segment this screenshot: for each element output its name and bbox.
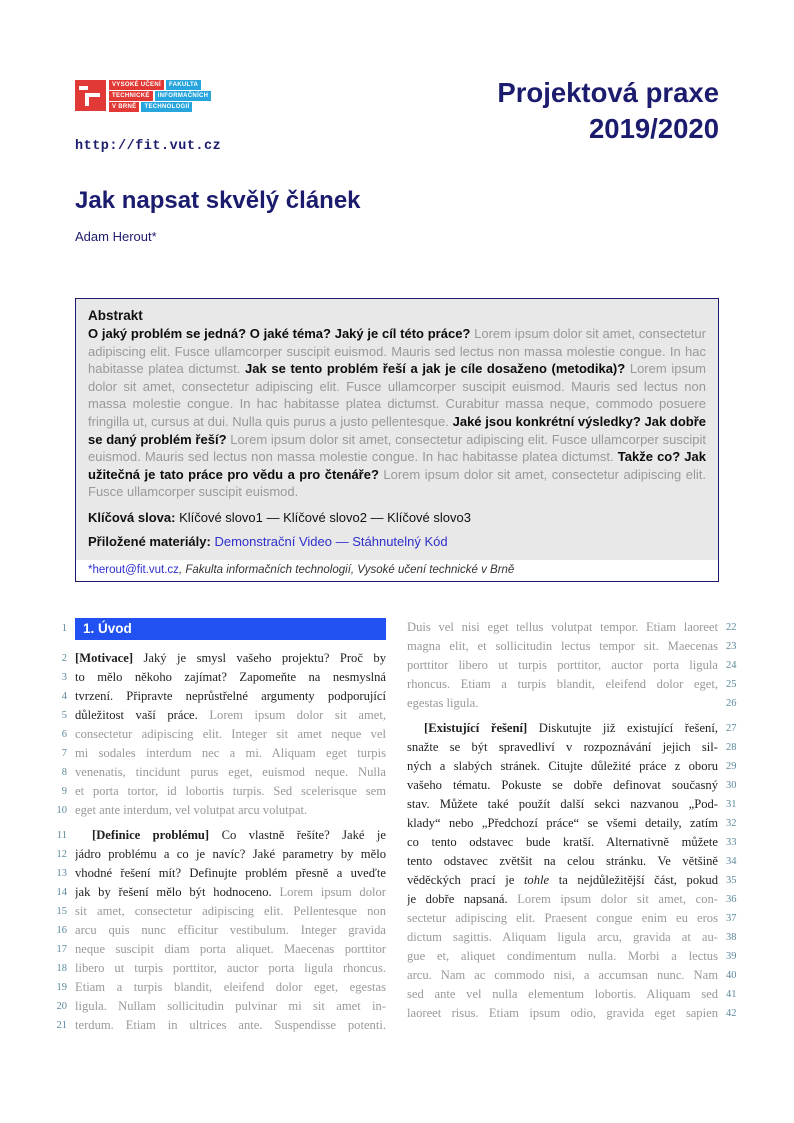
line-number: 10 <box>56 804 67 816</box>
body-text: klady“ nebo „Předchozí práce“ se všemi detaily, zatím <box>407 815 718 830</box>
body-line-row <box>407 890 740 909</box>
body-line <box>407 675 718 694</box>
body-line <box>407 738 718 757</box>
logo-text-chip: INFORMAČNÍCH <box>155 91 212 101</box>
placeholder-text: Duis vel nisi eget tellus volutpat tempor. Etiam laoreet <box>407 619 718 634</box>
body-line <box>75 725 386 744</box>
paragraph-label-text: [Definice problému] <box>92 827 210 842</box>
body-line <box>75 782 386 801</box>
body-line <box>407 795 718 814</box>
materials-label: Přiložené materiály: <box>88 533 211 549</box>
article-author: Adam Herout* <box>75 229 157 244</box>
body-line-row <box>54 997 387 1016</box>
placeholder-text: Etiam a turpis blandit, eleifend dolor eget, egestas <box>75 979 386 994</box>
body-line <box>407 909 718 928</box>
body-line <box>75 744 386 763</box>
logo-text-chip: FAKULTA <box>166 80 201 90</box>
line-number: 30 <box>726 779 737 791</box>
placeholder-text: dictum sagittis. Aliquam ligula arcu, gravida at au- <box>407 929 718 944</box>
body-line-row <box>54 649 387 668</box>
placeholder-text: sectetur adipiscing elit. Praesent congue enim eu eros <box>407 910 718 925</box>
body-line <box>407 719 718 738</box>
placeholder-text: egestas ligula. <box>407 695 479 710</box>
article-title: Jak napsat skvělý článek <box>75 187 361 214</box>
body-line-row <box>407 719 740 738</box>
logo-text-chip: TECHNICKÉ <box>109 91 153 101</box>
placeholder-text: arcu. Nam ac commodo nisi, a accumsan nunc. Nam <box>407 967 718 982</box>
line-number: 32 <box>726 817 737 829</box>
body-line <box>407 694 718 713</box>
body-line-row <box>54 687 387 706</box>
abstract-placeholder-text: Lorem ipsum dolor sit amet, consectetur adipiscing elit. Fusce ullamcorper suscipit euismod. Mauris sed lectus non massa molestie congue. In hac habitasse platea dictumst. <box>88 431 706 465</box>
body-text: Jaký je smysl vašeho projektu? Proč by <box>133 650 386 665</box>
body-line <box>75 883 386 902</box>
body-line <box>407 1004 718 1023</box>
body-text: tohle <box>523 872 550 887</box>
body-text: vhodné řešení mít? Definujte problém přesně a uveďte <box>75 865 386 880</box>
body-line-row <box>407 738 740 757</box>
body-line-row <box>54 782 387 801</box>
body-text: snažte se být spravedliví v rozpoznávání jejich sil- <box>407 739 718 754</box>
keywords-row <box>88 510 706 525</box>
body-text: co tento odstavec bude kratší. Alternativně můžete <box>407 834 718 849</box>
body-line-row <box>407 814 740 833</box>
body-line-row <box>407 637 740 656</box>
placeholder-text: venenatis, tincidunt purus eget, euismod neque. Nulla <box>75 764 386 779</box>
body-line <box>75 687 386 706</box>
materials-link-video[interactable]: Demonstrační Video <box>214 533 332 549</box>
line-number: 2 <box>61 652 67 664</box>
line-number: 21 <box>56 1019 67 1031</box>
placeholder-text: rhoncus. Etiam a turpis blandit, eleifend dolor eget, <box>407 676 718 691</box>
body-line <box>75 706 386 725</box>
course-title-line2: 2019/2020 <box>589 113 719 144</box>
line-number: 25 <box>726 678 737 690</box>
body-line-row <box>54 959 387 978</box>
placeholder-text: mi sodales interdum nec a mi. Aliquam eget turpis <box>75 745 386 760</box>
line-number: 6 <box>61 728 67 740</box>
body-line-row <box>407 966 740 985</box>
body-line <box>75 668 386 687</box>
body-line-row <box>54 902 387 921</box>
body-line <box>75 902 386 921</box>
line-number: 33 <box>726 836 737 848</box>
body-text: tvrzení. Připravte neprůstřelné argumenty podporující <box>75 688 386 703</box>
body-line <box>75 940 386 959</box>
left-column <box>54 618 387 1035</box>
body-line <box>407 985 718 1004</box>
vut-t-logo-icon <box>75 80 106 111</box>
placeholder-text: sit amet, consectetur adipiscing elit. Pellentesque non <box>75 903 386 918</box>
line-number: 27 <box>726 722 737 734</box>
body-text: věděckých prací je <box>407 872 524 887</box>
body-line-row <box>54 883 387 902</box>
abstract-body <box>76 299 718 560</box>
abstract-placeholder-text: Lorem ipsum dolor sit amet, consectetur adipiscing elit. Fusce ullamcorper suscipit euismod. Mauris sed lectus non massa molestie congue. In hac habitasse platea dictumst. Curabitur massa neque, commodo posuere fringilla ut, cursus at dui. Nulla quis purus a justo pellentesque. <box>88 361 707 429</box>
body-line-row <box>54 706 387 725</box>
line-number: 14 <box>56 886 67 898</box>
line-number: 16 <box>56 924 67 936</box>
body-line <box>407 618 718 637</box>
line-number: 28 <box>726 741 737 753</box>
body-line <box>407 814 718 833</box>
body-text: vašeho tématu. Pokuste se dobře definovat současný <box>407 777 718 792</box>
course-title <box>497 75 719 147</box>
line-number: 5 <box>61 709 67 721</box>
body-line-row <box>54 744 387 763</box>
body-line <box>407 656 718 675</box>
body-line <box>75 826 386 845</box>
body-line-row <box>407 618 740 637</box>
line-number: 23 <box>726 640 737 652</box>
line-number: 36 <box>726 893 737 905</box>
section-heading-row <box>54 618 387 640</box>
body-line <box>75 864 386 883</box>
keywords-value: Klíčové slovo1 — Klíčové slovo2 — Klíčové slovo3 <box>179 509 471 525</box>
body-line-row <box>54 1016 387 1035</box>
line-number: 11 <box>56 829 67 841</box>
line-number: 15 <box>56 905 67 917</box>
placeholder-text: Lorem ipsum dolor sit amet, <box>209 707 386 722</box>
course-title-line1: Projektová praxe <box>497 77 719 108</box>
body-line-row <box>54 845 387 864</box>
placeholder-text: sed ante vel nulla elementum lobortis. Aliquam sed <box>407 986 718 1001</box>
body-line <box>407 966 718 985</box>
body-line-row <box>407 947 740 966</box>
section-heading-uvod: 1. Úvod <box>75 618 386 640</box>
body-line-row <box>407 909 740 928</box>
line-number: 13 <box>56 867 67 879</box>
line-number: 42 <box>726 1007 737 1019</box>
body-text: jádro problému a co je navíc? Jaké parametry by mělo <box>75 846 386 861</box>
line-number: 18 <box>56 962 67 974</box>
body-line-row <box>54 978 387 997</box>
body-text: ta nejdůležitější část, pokud <box>549 872 718 887</box>
body-line <box>75 959 386 978</box>
body-line-row <box>407 656 740 675</box>
header-left <box>75 80 221 154</box>
line-number: 39 <box>726 950 737 962</box>
line-number: 9 <box>61 785 67 797</box>
line-number: 3 <box>61 671 67 683</box>
body-line <box>75 921 386 940</box>
logo-text-chip: TECHNOLOGIÍ <box>141 102 192 112</box>
line-number: 17 <box>56 943 67 955</box>
paragraph-label-text: [Motivace] <box>75 650 134 665</box>
body-line-row <box>54 668 387 687</box>
body-text: Diskutujte již existující řešení, <box>527 720 718 735</box>
abstract-heading: Abstrakt <box>88 308 143 323</box>
body-line <box>75 801 386 820</box>
author-footnote <box>76 560 718 581</box>
body-line <box>407 947 718 966</box>
body-line-row <box>407 675 740 694</box>
body-line <box>407 637 718 656</box>
body-line <box>407 928 718 947</box>
two-column-body <box>54 618 740 1035</box>
abstract-text <box>88 325 706 501</box>
line-number: 40 <box>726 969 737 981</box>
line-number: 35 <box>726 874 737 886</box>
placeholder-text: laoreet risus. Etiam ipsum odio, gravida eget sapien <box>407 1005 718 1020</box>
body-line-row <box>407 1004 740 1023</box>
line-number: 1 <box>61 622 67 634</box>
body-line-row <box>54 921 387 940</box>
placeholder-text: consectetur adipiscing elit. Integer sit amet neque vel <box>75 726 386 741</box>
line-number: 7 <box>61 747 67 759</box>
body-line <box>407 833 718 852</box>
line-number: 12 <box>56 848 67 860</box>
body-text: tento odstavec zvětšit na celou stránku. Ve většině <box>407 853 718 868</box>
author-email-link[interactable]: *herout@fit.vut.cz <box>88 563 179 576</box>
body-line-row <box>54 864 387 883</box>
abstract-question-text: Takže co? Jak užitečná je tato práce pro vědu a pro čtenáře? <box>88 449 706 482</box>
materials-link-code[interactable]: Stáhnutelný Kód <box>352 533 448 549</box>
abstract-placeholder-text: Lorem ipsum dolor sit amet, consectetur adipiscing elit. Fusce ullamcorper suscipit euismod. <box>88 466 706 500</box>
body-line-row <box>407 928 740 947</box>
line-number: 38 <box>726 931 737 943</box>
placeholder-text: terdum. Etiam in ultrices ante. Suspendisse potenti. <box>75 1017 386 1032</box>
body-line <box>407 757 718 776</box>
line-number: 37 <box>726 912 737 924</box>
materials-separator: — <box>332 533 353 549</box>
body-line-row <box>54 940 387 959</box>
body-line <box>407 852 718 871</box>
body-line-row <box>54 801 387 820</box>
body-line-row <box>54 725 387 744</box>
body-line-row <box>407 833 740 852</box>
line-number: 29 <box>726 760 737 772</box>
body-line-row <box>54 763 387 782</box>
placeholder-text: porttitor libero ut turpis porttitor, auctor porta ligula <box>407 657 718 672</box>
placeholder-text: neque suscipit diam porta aliquet. Maecenas porttitor <box>75 941 386 956</box>
body-line <box>407 890 718 909</box>
body-text: Co vlastně řešíte? Jaké je <box>209 827 386 842</box>
body-line-row <box>407 776 740 795</box>
footnote-affiliation: , Fakulta informačních technologií, Vysoké učení technické v Brně <box>178 563 515 576</box>
abstract-placeholder-text: Lorem ipsum dolor sit amet, consectetur adipiscing elit. Fusce ullamcorper suscipit euismod. Mauris sed lectus non massa molestie congue. In hac habitasse platea dictumst. <box>88 326 706 377</box>
placeholder-text: Lorem ipsum dolor sit amet, con- <box>517 891 718 906</box>
body-text: to mělo někoho zajímat? Zapomeňte na nesmyslná <box>75 669 386 684</box>
placeholder-text: eget ante interdum, vel volutpat arcu volutpat. <box>75 802 308 817</box>
logo-text-chip: VYSOKÉ UČENÍ <box>109 80 164 90</box>
placeholder-text: et porta tortor, id lobortis turpis. Sed scelerisque sem <box>75 783 386 798</box>
placeholder-text: ligula. Nullam sollicitudin pulvinar mi sit amet in- <box>75 998 386 1013</box>
body-line <box>75 997 386 1016</box>
vut-fit-logo <box>75 80 221 112</box>
body-line-row <box>407 852 740 871</box>
body-line <box>75 763 386 782</box>
abstract-question-text: Jaké jsou konkrétní výsledky? Jak dobře se daný problém řeší? <box>88 413 707 447</box>
body-text: jak by řešení mělo být hodnoceno. <box>75 884 280 899</box>
line-number: 31 <box>726 798 737 810</box>
line-number: 8 <box>61 766 67 778</box>
body-text: ných a slabých stránek. Citujte důležité práce z oboru <box>407 758 718 773</box>
body-line-row <box>407 985 740 1004</box>
body-line-row <box>407 871 740 890</box>
body-line <box>75 978 386 997</box>
body-line-row <box>407 795 740 814</box>
right-column <box>407 618 740 1035</box>
body-text: stav. Můžete také použít další sekci nazvanou „Pod- <box>407 796 718 811</box>
logo-text-chip: V BRNĚ <box>109 102 139 112</box>
line-number: 26 <box>726 697 737 709</box>
abstract-question-text: O jaký problém se jedná? O jaké téma? Jaký je cíl této práce? <box>88 326 475 341</box>
placeholder-text: libero ut turpis porttitor, auctor porta ligula rhoncus. <box>75 960 386 975</box>
body-line-row <box>407 694 740 713</box>
body-line <box>407 776 718 795</box>
line-number: 4 <box>61 690 67 702</box>
body-line <box>75 1016 386 1035</box>
line-number: 19 <box>56 981 67 993</box>
body-text: je dobře napsaná. <box>407 891 518 906</box>
line-number: 34 <box>726 855 737 867</box>
line-number: 24 <box>726 659 737 671</box>
abstract-question-text: Jak se tento problém řeší a jak je cíle dosaženo (metodika)? <box>245 361 630 377</box>
line-number: 22 <box>726 621 737 633</box>
body-text: důležitost vaší práce. <box>75 707 210 722</box>
body-line-row <box>407 757 740 776</box>
materials-row <box>88 534 706 549</box>
body-line <box>75 845 386 864</box>
logo-wordmark <box>109 80 211 112</box>
body-line <box>407 871 718 890</box>
body-line-row <box>54 826 387 845</box>
line-number: 41 <box>726 988 737 1000</box>
placeholder-text: Lorem ipsum dolor <box>279 884 386 899</box>
abstract-box <box>75 298 719 582</box>
body-line <box>75 649 386 668</box>
paragraph-label-text: [Existující řešení] <box>424 720 528 735</box>
placeholder-text: magna elit, et sollicitudin lectus tempor sit. Maecenas <box>407 638 718 653</box>
keywords-label: Klíčová slova: <box>88 509 176 525</box>
placeholder-text: gue et, aliquet condimentum nulla. Morbi a lectus <box>407 948 718 963</box>
fit-url-link[interactable]: http://fit.vut.cz <box>75 139 222 154</box>
page-header <box>75 77 719 154</box>
placeholder-text: arcu quis nunc efficitur vestibulum. Integer gravida <box>75 922 386 937</box>
line-number: 20 <box>56 1000 67 1012</box>
